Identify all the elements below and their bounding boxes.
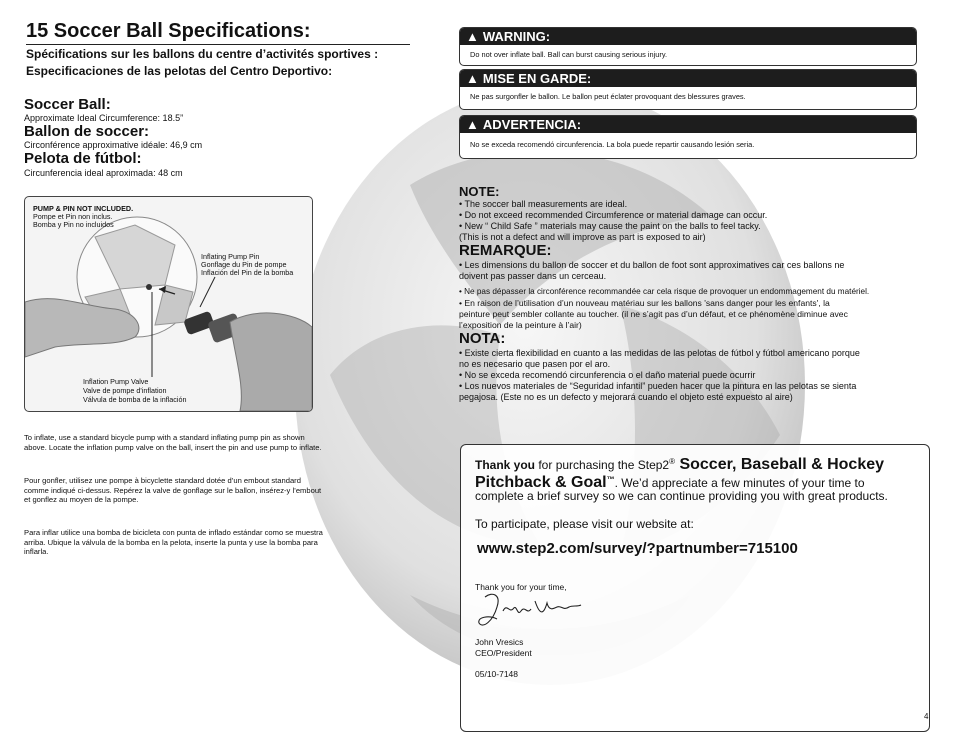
- ceo-name: John Vresics: [475, 637, 524, 647]
- appreciate-text: . We’d appreciate a few minutes of your time to: [614, 476, 865, 490]
- valve-label-fr: Valve de pompe d'inflation: [83, 386, 167, 395]
- warning-text: Ne pas surgonfler le ballon. Le ballon peut éclater provoquant des blessures graves.: [470, 92, 746, 101]
- trademark: ™: [606, 475, 615, 484]
- product-name-a: Soccer, Baseball & Hockey: [675, 456, 885, 473]
- title-divider: [26, 44, 410, 45]
- warning-label: WARNING:: [482, 29, 551, 44]
- spec-heading-es: Pelota de fútbol:: [24, 150, 142, 167]
- valve-dot: [146, 284, 152, 290]
- thank-you-box: [460, 444, 930, 732]
- remarque-line: peinture peut sembler collante au toucher. (il ne s’agit pas d’un défaut, et ce phénomène diminue avec: [459, 309, 848, 319]
- warning-label: MISE EN GARDE:: [482, 71, 592, 86]
- pump-illustration-box: [24, 196, 313, 412]
- remarque-line: doivent pas passer dans un cerceau.: [459, 271, 607, 281]
- warning-box-fr: [459, 69, 917, 110]
- note-line: • The soccer ball measurements are ideal.: [459, 199, 628, 209]
- nota-heading: NOTA:: [459, 330, 506, 347]
- product-name-b: Pitchback & Goal: [475, 474, 607, 491]
- warning-box-es: [459, 115, 917, 159]
- pin-label-en: Inflating Pump Pin: [201, 252, 260, 261]
- thank-you-line-1: [475, 455, 884, 472]
- warning-text: No se exceda recomendó circunferencia. La bola puede repartir causando lesión seria.: [470, 140, 755, 149]
- nota-line: pegajosa. (Este no es un defecto y mejorará cuando el objeto esté expuesto al aire): [459, 392, 793, 402]
- warning-box-en: [459, 27, 917, 66]
- spec-heading-fr: Ballon de soccer:: [24, 123, 150, 140]
- warning-triangle-icon: ▲: [466, 117, 479, 132]
- participate-text: To participate, please visit our website at:: [475, 517, 694, 531]
- remarque-line: l’exposition de la peinture à l’air): [459, 320, 582, 330]
- survey-text: complete a brief survey so we can continue providing you with great products.: [475, 489, 888, 503]
- pin-label-fr: Gonflage du Pin de pompe: [201, 260, 287, 269]
- nota-line: • Existe cierta flexibilidad en cuanto a las medidas de las pelotas de fútbol y fútbol americano porque: [459, 348, 860, 358]
- spec-detail-es: Circunferencia ideal aproximada: 48 cm: [24, 168, 183, 178]
- survey-url-link[interactable]: www.step2.com/survey/?partnumber=715100: [477, 540, 798, 557]
- instructions-en: To inflate, use a standard bicycle pump with a standard inflating pump pin as shown above. Locate the inflation pump valve on the ball, insert the pin and use pump to inflate.: [24, 433, 322, 452]
- nota-line: no es necesario que pasen por el aro.: [459, 359, 611, 369]
- remarque-heading: REMARQUE:: [459, 242, 552, 259]
- pump-not-included-en: PUMP & PIN NOT INCLUDED.: [33, 204, 134, 213]
- pump-not-included-es: Bomba y Pin no incluidos: [33, 220, 114, 229]
- registered-mark: ®: [669, 457, 676, 466]
- remarque-line: • Les dimensions du ballon de soccer et du ballon de foot sont approximatives car ces ballons ne: [459, 260, 845, 270]
- thank-you-line-2: [475, 473, 865, 490]
- warning-text: Do not over inflate ball. Ball can burst causing serious injury.: [470, 50, 668, 59]
- subtitle-fr: Spécifications sur les ballons du centre d’activités sportives :: [26, 47, 379, 61]
- warning-label: ADVERTENCIA:: [482, 117, 582, 132]
- note-line: • New “ Child Safe ” materials may cause the paint on the balls to feel tacky.: [459, 221, 761, 231]
- thank-you-label: Thank you: [475, 458, 536, 472]
- instructions-fr: Pour gonfler, utilisez une pompe à bicyclette standard dotée d’un embout standard comme indiqué ci-dessus. Repérez la valve de gonflage sur le ballon, insérez-y l’embout et gonflez au moyen de la pompe.: [24, 476, 322, 505]
- subtitle-es: Especificaciones de las pelotas del Centro Deportivo:: [26, 64, 333, 78]
- nota-line: • Los nuevos materiales de “Seguridad infantil” pueden hacer que la pintura en las pelotas se sienta: [459, 381, 857, 391]
- ceo-role: CEO/President: [475, 648, 532, 658]
- purchase-text: for purchasing the Step2: [535, 458, 670, 472]
- spec-heading-en: Soccer Ball:: [24, 96, 111, 113]
- pump-not-included-fr: Pompe et Pin non inclus.: [33, 212, 113, 221]
- instructions-es: Para inflar utilice una bomba de bicicleta con punta de inflado estándar como se muestra arriba. Ubique la válvula de la bomba en la pelota, inserte la punta y use la bomba para inflarla.: [24, 528, 323, 557]
- page-number: 4: [924, 712, 929, 721]
- valve-label-es: Válvula de bomba de la inflación: [83, 395, 187, 404]
- warning-triangle-icon: ▲: [466, 29, 479, 44]
- spec-detail-fr: Circonférence approximative idéale: 46,9 cm: [24, 140, 203, 150]
- warning-triangle-icon: ▲: [466, 71, 479, 86]
- valve-label-en: Inflation Pump Valve: [83, 377, 149, 386]
- spec-detail-en: Approximate Ideal Circumference: 18.5”: [24, 113, 184, 123]
- thanks-time: Thank you for your time,: [475, 582, 567, 592]
- nota-line: • No se exceda recomendó circunferencia o el daño material puede ocurrir: [459, 370, 756, 380]
- note-line: (This is not a defect and will improve as part is exposed to air): [459, 232, 706, 242]
- note-line: • Do not exceed recommended Circumference or material damage can occur.: [459, 210, 768, 220]
- remarque-line: • Ne pas dépasser la circonférence recommandée car cela risque de provoquer un endommagement du matériel.: [459, 287, 870, 296]
- pin-label-es: Inflación del Pin de la bomba: [201, 268, 294, 277]
- document-code: 05/10-7148: [475, 669, 519, 679]
- note-heading: NOTE:: [459, 184, 500, 199]
- signature: [473, 589, 583, 639]
- remarque-line: • En raison de l’utilisation d’un nouveau matériau sur les ballons 'sans danger pour les enfants', la: [459, 298, 830, 308]
- page-title: 15 Soccer Ball Specifications:: [26, 20, 311, 42]
